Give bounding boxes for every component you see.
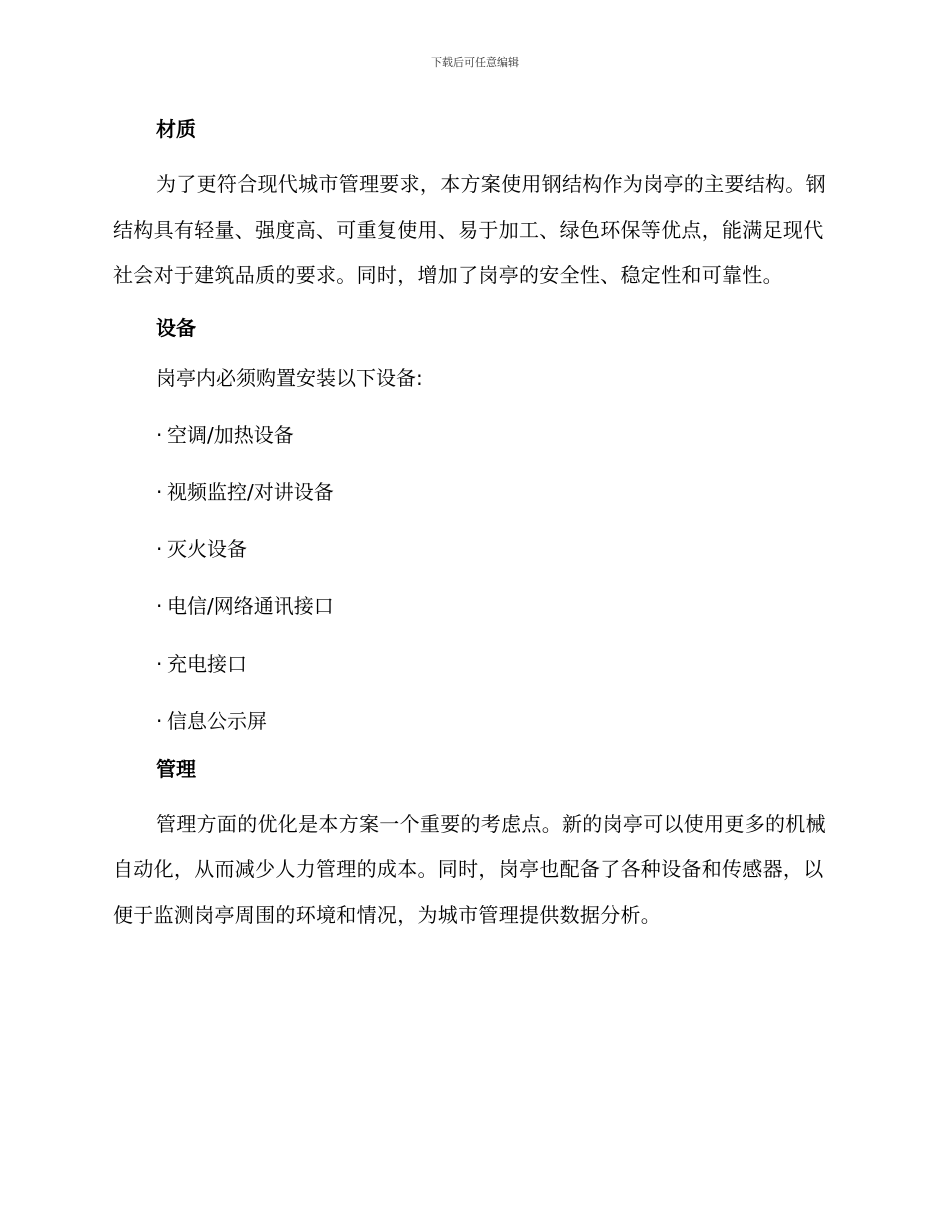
list-item-text: 空调/加热设备 — [167, 422, 294, 447]
list-item — [113, 704, 835, 738]
list-item-text: 充电接口 — [167, 651, 247, 676]
list-item — [113, 589, 835, 623]
bullet-marker: · — [156, 479, 163, 504]
bullet-marker: · — [156, 708, 163, 733]
document-body — [113, 112, 835, 942]
bullet-marker: · — [156, 651, 163, 676]
list-item-text: 信息公示屏 — [167, 708, 267, 733]
list-item — [113, 647, 835, 681]
bullet-marker: · — [156, 594, 163, 619]
equipment-list — [113, 418, 835, 738]
section-heading-equipment: 设备 — [156, 315, 196, 340]
list-item-text: 电信/网络通讯接口 — [167, 594, 334, 619]
bullet-marker: · — [156, 537, 163, 562]
material-paragraph: 为了更符合现代城市管理要求，本方案使用钢结构作为岗亭的主要结构。钢结构具有轻量、强度高、可重复使用、易于加工、绿色环保等优点，能满足现代社会对于建筑品质的要求。同时，增加了岗亭的安全性、稳定性和可靠性。 — [113, 172, 826, 287]
list-item — [113, 475, 835, 509]
section-heading-management: 管理 — [156, 756, 196, 781]
management-paragraph: 管理方面的优化是本方案一个重要的考虑点。新的岗亭可以使用更多的机械自动化，从而减少人力管理的成本。同时，岗亭也配备了各种设备和传感器，以便于监测岗亭周围的环境和情况，为城市管理提供数据分析。 — [113, 811, 826, 927]
bullet-marker: · — [156, 422, 163, 447]
page-header: 下载后可任意编辑 — [431, 56, 519, 69]
section-heading-material: 材质 — [156, 117, 196, 141]
list-item — [113, 418, 835, 452]
list-item-text: 视频监控/对讲设备 — [167, 479, 334, 504]
list-item — [113, 532, 835, 566]
list-item-text: 灭火设备 — [167, 537, 247, 562]
equipment-intro: 岗亭内必须购置安装以下设备: — [156, 365, 423, 390]
